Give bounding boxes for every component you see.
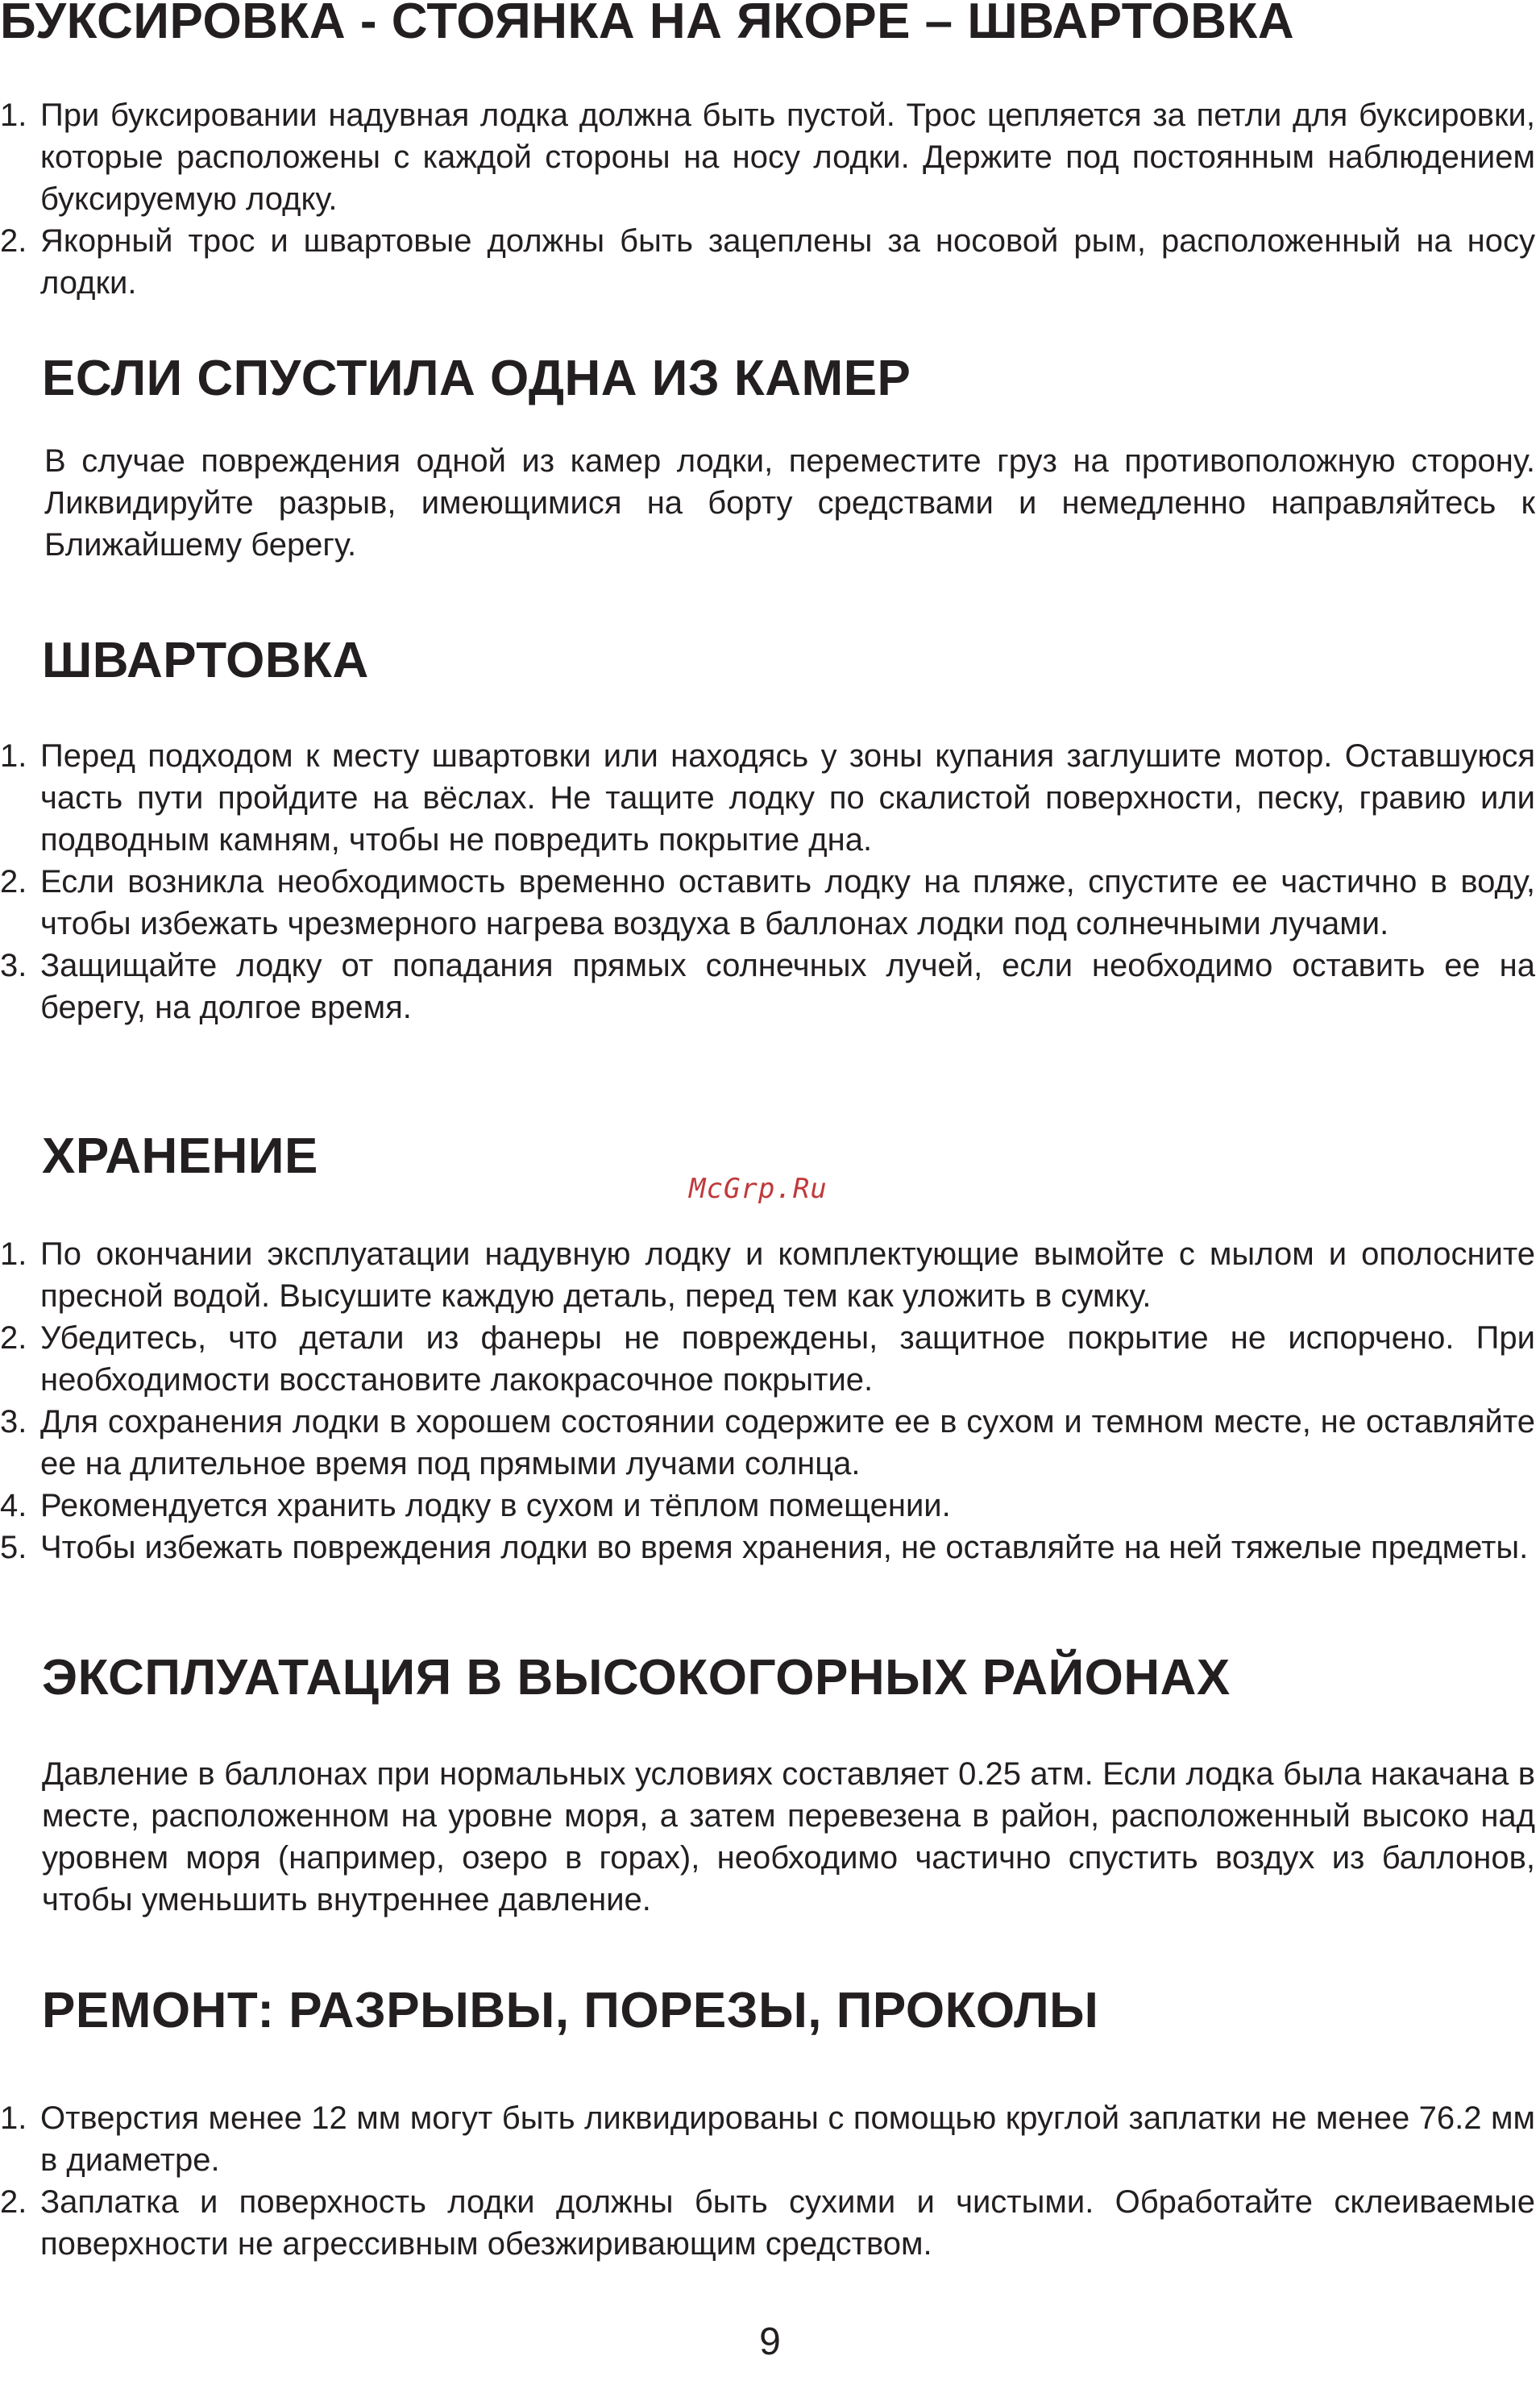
list-item bbox=[0, 1317, 1535, 1401]
list-item bbox=[0, 1401, 1535, 1485]
list-item-text: Рекомендуется хранить лодку в сухом и тёплом помещении. bbox=[40, 1488, 951, 1523]
list-item bbox=[0, 2097, 1535, 2181]
section-title-towing: БУКСИРОВКА - СТОЯНКА НА ЯКОРЕ – ШВАРТОВКА bbox=[0, 0, 1295, 49]
section-title-storage: ХРАНЕНИЕ bbox=[42, 1128, 318, 1184]
list-item-text: По окончании эксплуатации надувную лодку и комплектующие вымойте с мылом и ополосните пресной водой. Высушите каждую деталь, перед тем как уложить в сумку. bbox=[40, 1236, 1535, 1314]
list-item-number: 4. bbox=[0, 1488, 27, 1523]
list-item bbox=[0, 1485, 1535, 1527]
list-item-number: 5. bbox=[0, 1530, 27, 1565]
list-item-number: 2. bbox=[0, 2184, 27, 2220]
list-item-text: Убедитесь, что детали из фанеры не повреждены, защитное покрытие не испорчено. При необходимости восстановите лакокрасочное покрытие. bbox=[40, 1320, 1535, 1398]
list-item-text: Защищайте лодку от попадания прямых солнечных лучей, если необходимо оставить ее на берегу, на долгое время. bbox=[40, 948, 1535, 1025]
section-title-highland-use: ЭКСПЛУАТАЦИЯ В ВЫСОКОГОРНЫХ РАЙОНАХ bbox=[42, 1650, 1231, 1706]
list-item-text: Заплатка и поверхность лодки должны быть сухими и чистыми. Обработайте склеиваемые поверхности не агрессивным обезжиривающим средством. bbox=[40, 2184, 1535, 2262]
list-item-text: Отверстия менее 12 мм могут быть ликвидированы с помощью круглой заплатки не менее 76.2 мм в диаметре. bbox=[40, 2100, 1535, 2178]
list-item-text: Чтобы избежать повреждения лодки во время хранения, не оставляйте на ней тяжелые предметы. bbox=[40, 1530, 1529, 1565]
list-item-number: 1. bbox=[0, 738, 27, 774]
repair-list bbox=[0, 2097, 1535, 2265]
list-item-number: 2. bbox=[0, 223, 27, 259]
list-item-number: 1. bbox=[0, 2100, 27, 2136]
highland-use-paragraph: Давление в баллонах при нормальных условиях составляет 0.25 атм. Если лодка была накачана в месте, расположенном на уровне моря, а затем перевезена в район, расположенный высоко над уровнем моря (например, озеро в горах), необходимо частично спустить воздух из баллонов, чтобы уменьшить внутреннее давление. bbox=[42, 1756, 1535, 1917]
list-item-number: 3. bbox=[0, 1404, 27, 1440]
list-item-number: 3. bbox=[0, 948, 27, 983]
section-title-mooring: ШВАРТОВКА bbox=[42, 633, 369, 688]
list-item-text: Якорный трос и швартовые должны быть зацеплены за носовой рым, расположенный на носу лодки. bbox=[40, 223, 1535, 301]
list-item-number: 2. bbox=[0, 1320, 27, 1356]
list-item-text: Если возникла необходимость временно оставить лодку на пляже, спустите ее частично в воду, чтобы избежать чрезмерного нагрева воздуха в баллонах лодки под солнечными лучами. bbox=[40, 864, 1535, 941]
list-item bbox=[0, 1233, 1535, 1317]
list-item bbox=[0, 945, 1535, 1028]
list-item-text: Для сохранения лодки в хорошем состоянии содержите ее в сухом и темном месте, не оставляйте ее на длительное время под прямыми лучами солнца. bbox=[40, 1404, 1535, 1481]
list-item-number: 1. bbox=[0, 1236, 27, 1272]
page-number: 9 bbox=[759, 2320, 781, 2363]
watermark: McGrp.Ru bbox=[689, 1173, 828, 1205]
deflated-chamber-paragraph: В случае повреждения одной из камер лодки, переместите груз на противоположную сторону. Ликвидируйте разрыв, имеющимися на борту средствами и немедленно направляйтесь к Ближайшему берегу. bbox=[44, 443, 1535, 563]
section-title-deflated-chamber: ЕСЛИ СПУСТИЛА ОДНА ИЗ КАМЕР bbox=[42, 351, 911, 406]
list-item bbox=[0, 861, 1535, 945]
towing-list bbox=[0, 94, 1535, 304]
list-item bbox=[0, 2181, 1535, 2265]
list-item bbox=[0, 735, 1535, 861]
storage-list bbox=[0, 1233, 1535, 1568]
list-item bbox=[0, 1527, 1535, 1568]
list-item-number: 2. bbox=[0, 864, 27, 900]
list-item-text: При буксировании надувная лодка должна быть пустой. Трос цепляется за петли для буксировки, которые расположены с каждой стороны на носу лодки. Держите под постоянным наблюдением буксируемую лодку. bbox=[40, 98, 1535, 217]
list-item-text: Перед подходом к месту швартовки или находясь у зоны купания заглушите мотор. Оставшуюся часть пути пройдите на вёслах. Не тащите лодку по скалистой поверхности, песку, гравию или подводным камням, чтобы не повредить покрытие дна. bbox=[40, 738, 1535, 858]
mooring-list bbox=[0, 735, 1535, 1028]
list-item bbox=[0, 220, 1535, 304]
list-item-number: 1. bbox=[0, 98, 27, 133]
section-title-repair: РЕМОНТ: РАЗРЫВЫ, ПОРЕЗЫ, ПРОКОЛЫ bbox=[42, 1983, 1099, 2038]
list-item bbox=[0, 94, 1535, 220]
